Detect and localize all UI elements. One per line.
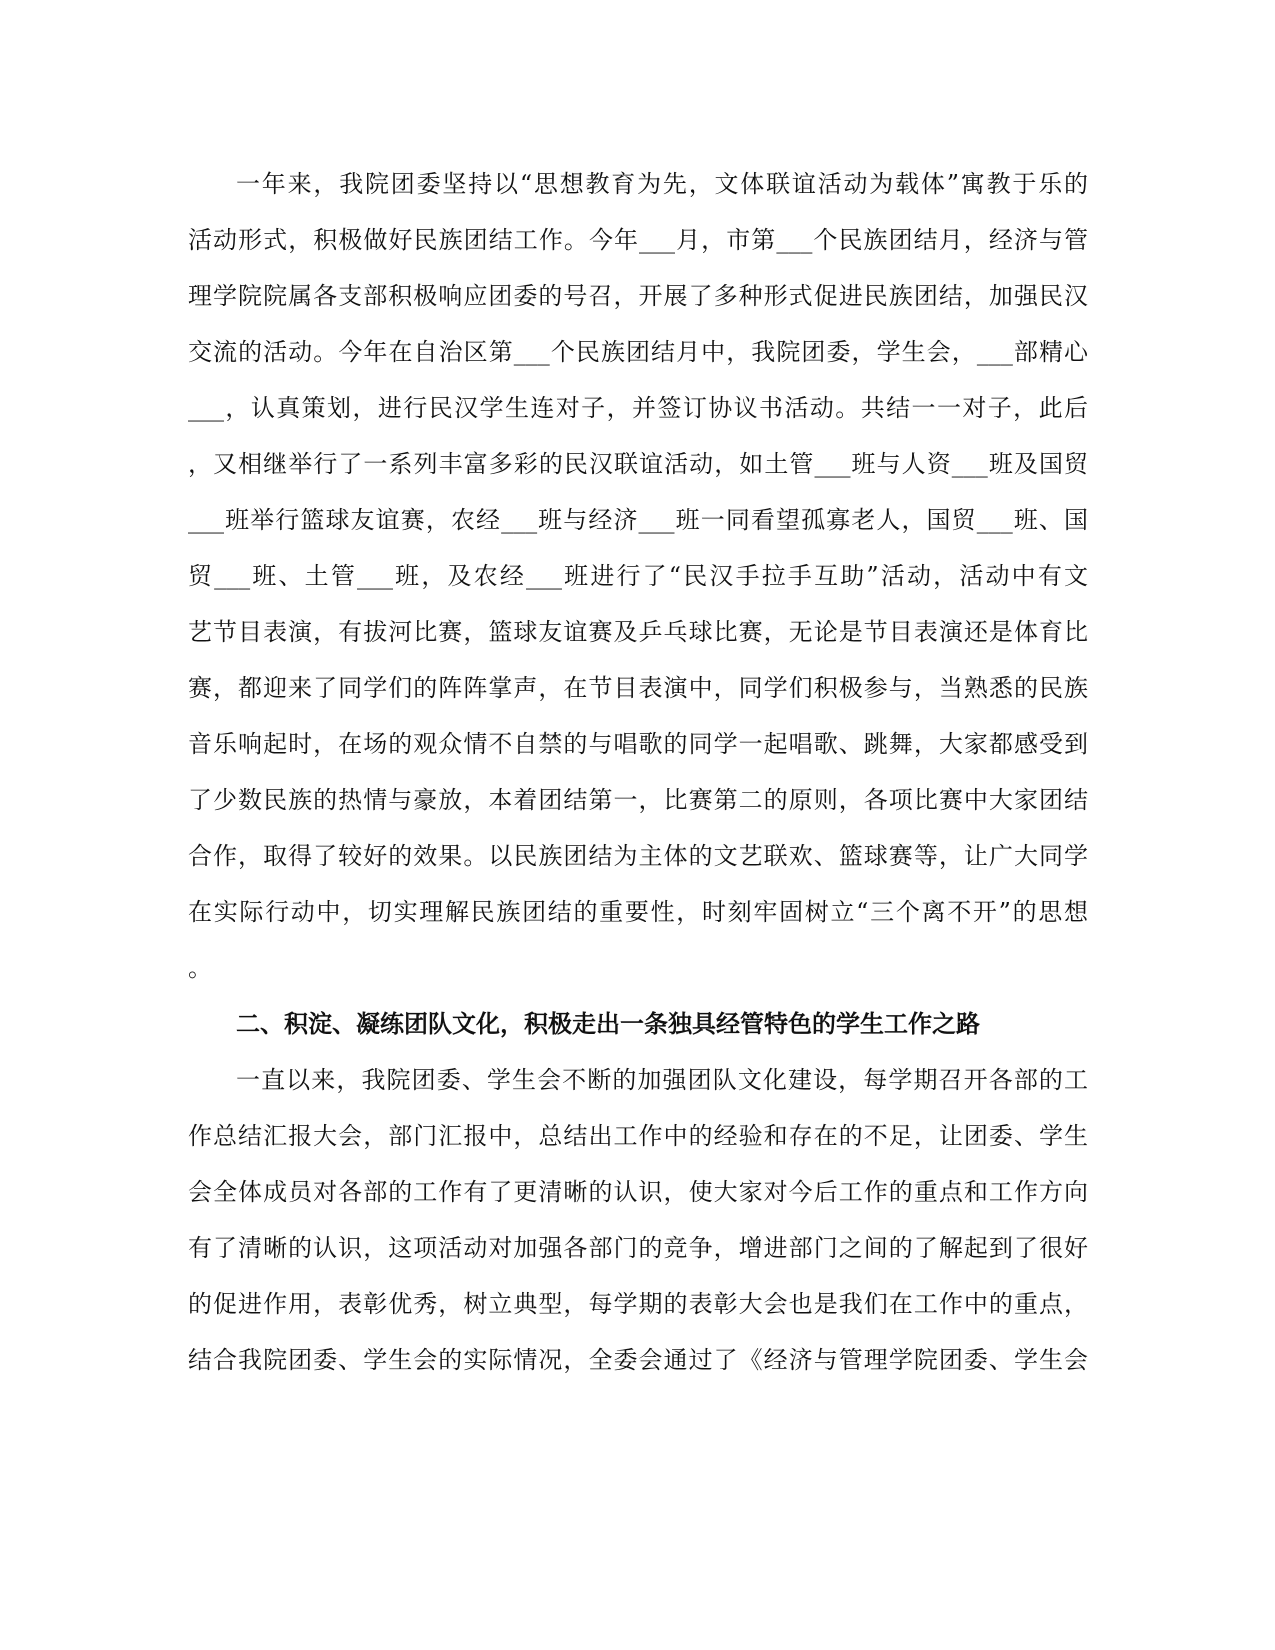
text-line: 贸___班、土管___班，及农经___班进行了“民汉手拉手互助”活动，活动中有文 xyxy=(188,562,1088,590)
text-line: 艺节目表演，有拔河比赛，篮球友谊赛及乒乓球比赛，无论是节目表演还是体育比 xyxy=(188,618,1088,646)
text-line: 了少数民族的热情与豪放，本着团结第一，比赛第二的原则，各项比赛中大家团结 xyxy=(188,786,1088,814)
text-line: ___班举行篮球友谊赛，农经___班与经济___班一同看望孤寡老人，国贸___班、国 xyxy=(188,506,1088,534)
section-heading: 二、积淀、凝练团队文化，积极走出一条独具经管特色的学生工作之路 xyxy=(236,1009,980,1038)
text-line: 赛，都迎来了同学们的阵阵掌声，在节目表演中，同学们积极参与，当熟悉的民族 xyxy=(188,674,1088,702)
text-line: 作总结汇报大会，部门汇报中，总结出工作中的经验和存在的不足，让团委、学生 xyxy=(188,1122,1088,1150)
text-line: 。 xyxy=(188,954,212,982)
text-line: 一直以来，我院团委、学生会不断的加强团队文化建设，每学期召开各部的工 xyxy=(236,1066,1088,1094)
text-line: 交流的活动。今年在自治区第___个民族团结月中，我院团委，学生会，___部精心 xyxy=(188,338,1088,366)
text-line: 会全体成员对各部的工作有了更清晰的认识，使大家对今后工作的重点和工作方向 xyxy=(188,1178,1088,1206)
text-line: ，又相继举行了一系列丰富多彩的民汉联谊活动，如土管___班与人资___班及国贸 xyxy=(188,450,1088,478)
text-line: 合作，取得了较好的效果。以民族团结为主体的文艺联欢、篮球赛等，让广大同学 xyxy=(188,842,1088,870)
text-line: 结合我院团委、学生会的实际情况，全委会通过了《经济与管理学院团委、学生会 xyxy=(188,1346,1088,1374)
text-line: 活动形式，积极做好民族团结工作。今年___月，市第___个民族团结月，经济与管 xyxy=(188,226,1088,254)
text-line: 在实际行动中，切实理解民族团结的重要性，时刻牢固树立“三个离不开”的思想 xyxy=(188,898,1088,926)
text-line: 音乐响起时，在场的观众情不自禁的与唱歌的同学一起唱歌、跳舞，大家都感受到 xyxy=(188,730,1088,758)
text-line: 的促进作用，表彰优秀，树立典型，每学期的表彰大会也是我们在工作中的重点， xyxy=(188,1290,1088,1318)
text-line: 有了清晰的认识，这项活动对加强各部门的竞争，增进部门之间的了解起到了很好 xyxy=(188,1234,1088,1262)
text-line: 理学院院属各支部积极响应团委的号召，开展了多种形式促进民族团结，加强民汉 xyxy=(188,282,1088,310)
text-line: ___，认真策划，进行民汉学生连对子，并签订协议书活动。共结一一对子，此后 xyxy=(188,394,1088,422)
text-line: 一年来，我院团委坚持以“思想教育为先，文体联谊活动为载体”寓教于乐的 xyxy=(236,170,1088,198)
